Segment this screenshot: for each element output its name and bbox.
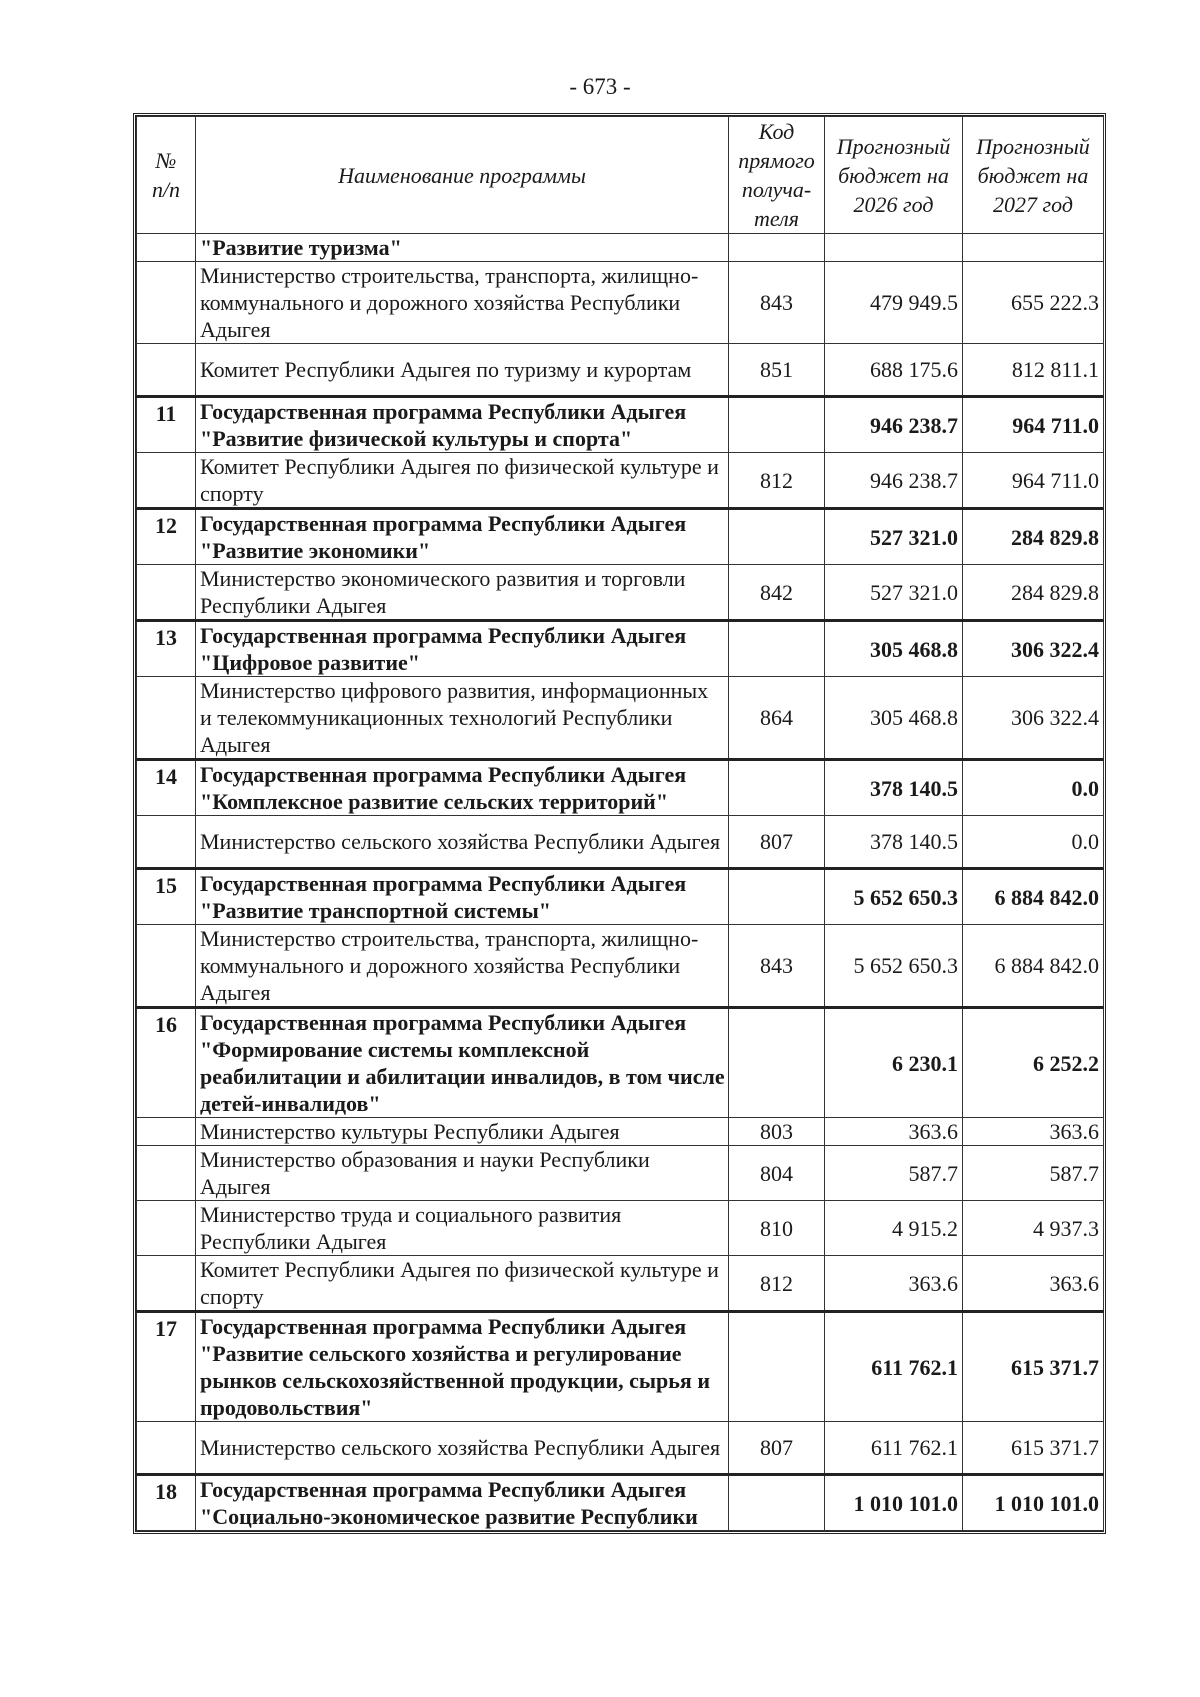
budget-2026: 527 321.0 <box>825 509 963 565</box>
recipient-row <box>137 925 1104 1008</box>
header-code: Код прямого получа- теля <box>729 117 825 234</box>
row-number <box>137 1256 196 1312</box>
recipient-row <box>137 677 1104 760</box>
program-name: Государственная программа Республики Адыгея "Развитие транспортной системы" <box>196 869 729 925</box>
row-number <box>137 453 196 509</box>
program-row <box>137 1008 1104 1118</box>
recipient-code: 864 <box>729 677 825 760</box>
budget-2026: 479 949.5 <box>825 262 963 344</box>
program-row <box>137 1475 1104 1531</box>
row-number <box>137 234 196 262</box>
row-number: 16 <box>137 1008 196 1118</box>
program-name: Министерство труда и социального развития Республики Адыгея <box>196 1201 729 1256</box>
program-name: Государственная программа Республики Адыгея "Развитие физической культуры и спорта" <box>196 397 729 453</box>
recipient-code: 803 <box>729 1118 825 1146</box>
program-name: Министерство цифрового развития, информационных и телекоммуникационных технологий Республики Адыгея <box>196 677 729 760</box>
program-name: Государственная программа Республики Адыгея "Комплексное развитие сельских территорий" <box>196 760 729 816</box>
budget-2027: 615 371.7 <box>963 1312 1104 1422</box>
recipient-code: 807 <box>729 816 825 869</box>
program-name: Комитет Республики Адыгея по туризму и курортам <box>196 344 729 397</box>
row-number <box>137 1201 196 1256</box>
recipient-row <box>137 816 1104 869</box>
row-number <box>137 344 196 397</box>
budget-2027: 363.6 <box>963 1118 1104 1146</box>
budget-2027: 363.6 <box>963 1256 1104 1312</box>
program-row <box>137 621 1104 677</box>
program-name: Министерство сельского хозяйства Республики Адыгея <box>196 1422 729 1475</box>
budget-2026: 5 652 650.3 <box>825 925 963 1008</box>
recipient-code <box>729 621 825 677</box>
row-number: 12 <box>137 509 196 565</box>
budget-table <box>133 113 1106 1534</box>
budget-2027: 6 884 842.0 <box>963 869 1104 925</box>
recipient-row <box>137 1118 1104 1146</box>
row-number <box>137 1146 196 1201</box>
recipient-code <box>729 234 825 262</box>
recipient-code <box>729 1008 825 1118</box>
budget-2026: 378 140.5 <box>825 760 963 816</box>
program-name: Государственная программа Республики Адыгея "Формирование системы комплексной реабилитации и абилитации инвалидов, в том числе детей-инвалидов" <box>196 1008 729 1118</box>
recipient-code <box>729 1312 825 1422</box>
budget-2026: 6 230.1 <box>825 1008 963 1118</box>
recipient-code: 842 <box>729 565 825 621</box>
budget-2026: 4 915.2 <box>825 1201 963 1256</box>
row-number: 18 <box>137 1475 196 1531</box>
recipient-code <box>729 509 825 565</box>
program-row <box>137 397 1104 453</box>
recipient-code <box>729 760 825 816</box>
recipient-code: 812 <box>729 1256 825 1312</box>
program-row <box>137 760 1104 816</box>
program-row <box>137 869 1104 925</box>
program-name: "Развитие туризма" <box>196 234 729 262</box>
budget-2027: 306 322.4 <box>963 621 1104 677</box>
program-name: Государственная программа Республики Адыгея "Развитие сельского хозяйства и регулирование рынков сельскохозяйственной продукции, сырья и продовольствия" <box>196 1312 729 1422</box>
recipient-code: 810 <box>729 1201 825 1256</box>
recipient-code: 804 <box>729 1146 825 1201</box>
table-header-row <box>137 117 1104 234</box>
budget-2027: 587.7 <box>963 1146 1104 1201</box>
budget-2026: 363.6 <box>825 1256 963 1312</box>
row-number: 11 <box>137 397 196 453</box>
budget-2027: 306 322.4 <box>963 677 1104 760</box>
program-continuation-row <box>137 234 1104 262</box>
program-name: Комитет Республики Адыгея по физической культуре и спорту <box>196 453 729 509</box>
program-row <box>137 1312 1104 1422</box>
recipient-code <box>729 1475 825 1531</box>
budget-2026: 5 652 650.3 <box>825 869 963 925</box>
header-num: № п/п <box>137 117 196 234</box>
row-number <box>137 677 196 760</box>
recipient-code: 843 <box>729 262 825 344</box>
row-number: 13 <box>137 621 196 677</box>
recipient-row <box>137 565 1104 621</box>
budget-2027: 1 010 101.0 <box>963 1475 1104 1531</box>
recipient-code <box>729 869 825 925</box>
recipient-row <box>137 453 1104 509</box>
header-name: Наименование программы <box>196 117 729 234</box>
recipient-row <box>137 1422 1104 1475</box>
budget-2026: 363.6 <box>825 1118 963 1146</box>
budget-2026: 305 468.8 <box>825 677 963 760</box>
header-budget-2026: Прогнозный бюджет на 2026 год <box>825 117 963 234</box>
row-number <box>137 1422 196 1475</box>
budget-2026: 946 238.7 <box>825 397 963 453</box>
row-number <box>137 1118 196 1146</box>
recipient-row <box>137 344 1104 397</box>
budget-2026: 688 175.6 <box>825 344 963 397</box>
budget-2027: 615 371.7 <box>963 1422 1104 1475</box>
budget-2027: 6 884 842.0 <box>963 925 1104 1008</box>
budget-2027: 964 711.0 <box>963 453 1104 509</box>
row-number <box>137 565 196 621</box>
budget-2027: 4 937.3 <box>963 1201 1104 1256</box>
budget-2027 <box>963 234 1104 262</box>
budget-2026: 305 468.8 <box>825 621 963 677</box>
budget-2027: 0.0 <box>963 760 1104 816</box>
budget-2027: 0.0 <box>963 816 1104 869</box>
program-name: Министерство сельского хозяйства Республики Адыгея <box>196 816 729 869</box>
budget-2027: 284 829.8 <box>963 509 1104 565</box>
row-number: 14 <box>137 760 196 816</box>
program-name: Министерство культуры Республики Адыгея <box>196 1118 729 1146</box>
recipient-row <box>137 1146 1104 1201</box>
program-row <box>137 509 1104 565</box>
recipient-code: 807 <box>729 1422 825 1475</box>
budget-2027: 812 811.1 <box>963 344 1104 397</box>
row-number: 15 <box>137 869 196 925</box>
budget-2026: 527 321.0 <box>825 565 963 621</box>
header-budget-2027: Прогнозный бюджет на 2027 год <box>963 117 1104 234</box>
budget-2026: 587.7 <box>825 1146 963 1201</box>
program-name: Министерство образования и науки Республики Адыгея <box>196 1146 729 1201</box>
program-name: Государственная программа Республики Адыгея "Развитие экономики" <box>196 509 729 565</box>
page-number: - 673 - <box>569 74 631 99</box>
budget-2027: 284 829.8 <box>963 565 1104 621</box>
program-name: Министерство строительства, транспорта, жилищно-коммунального и дорожного хозяйства Республики Адыгея <box>196 925 729 1008</box>
recipient-code: 812 <box>729 453 825 509</box>
recipient-row <box>137 1256 1104 1312</box>
program-name: Министерство экономического развития и торговли Республики Адыгея <box>196 565 729 621</box>
recipient-code <box>729 397 825 453</box>
row-number <box>137 262 196 344</box>
budget-2026: 378 140.5 <box>825 816 963 869</box>
recipient-code: 851 <box>729 344 825 397</box>
budget-2027: 6 252.2 <box>963 1008 1104 1118</box>
recipient-code: 843 <box>729 925 825 1008</box>
recipient-row <box>137 262 1104 344</box>
budget-2027: 655 222.3 <box>963 262 1104 344</box>
table-body <box>137 234 1104 1531</box>
program-name: Министерство строительства, транспорта, жилищно-коммунального и дорожного хозяйства Республики Адыгея <box>196 262 729 344</box>
budget-2027: 964 711.0 <box>963 397 1104 453</box>
budget-2026: 946 238.7 <box>825 453 963 509</box>
budget-2026: 1 010 101.0 <box>825 1475 963 1531</box>
program-name: Государственная программа Республики Адыгея "Социально-экономическое развитие Республики <box>196 1475 729 1531</box>
budget-2026 <box>825 234 963 262</box>
program-name: Комитет Республики Адыгея по физической культуре и спорту <box>196 1256 729 1312</box>
row-number: 17 <box>137 1312 196 1422</box>
recipient-row <box>137 1201 1104 1256</box>
program-name: Государственная программа Республики Адыгея "Цифровое развитие" <box>196 621 729 677</box>
budget-2026: 611 762.1 <box>825 1312 963 1422</box>
row-number <box>137 925 196 1008</box>
budget-2026: 611 762.1 <box>825 1422 963 1475</box>
row-number <box>137 816 196 869</box>
